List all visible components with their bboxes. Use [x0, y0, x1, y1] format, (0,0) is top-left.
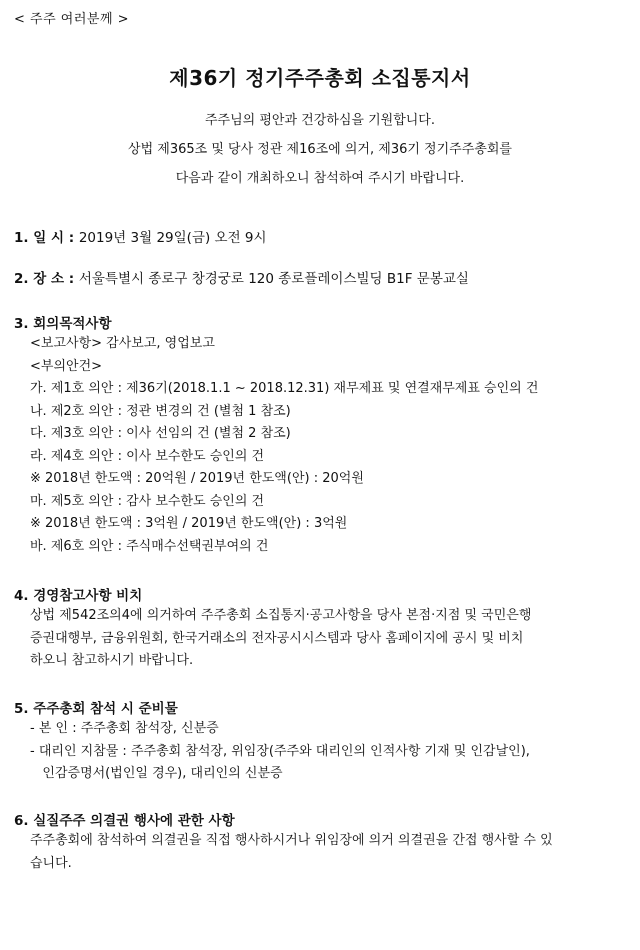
meeting-datetime: 2019년 3월 29일(금) 오전 9시	[78, 230, 267, 246]
paragraph-line: 증권대행부, 금융위원회, 한국거래소의 전자공시시스템과 당사 홈페이지에 공시 및 비치	[30, 630, 524, 646]
section-number: 1.	[14, 230, 29, 246]
section-reference	[14, 584, 142, 604]
intro-line: 상법 제365조 및 당사 정관 제16조에 의거, 제36기 정기주주총회를	[128, 142, 512, 157]
section-number: 4.	[14, 588, 29, 604]
section-voting	[14, 809, 235, 829]
agenda-list	[30, 333, 538, 558]
section-requirements	[14, 697, 178, 717]
list-item: 라. 제4호 의안 : 이사 보수한도 승인의 건	[30, 448, 265, 464]
list-item: - 대리인 지참물 : 주주총회 참석장, 위임장(주주와 대리인의 인적사항 기재 및 인감날인),	[30, 743, 530, 759]
list-item: 바. 제6호 의안 : 주식매수선택권부여의 건	[30, 538, 269, 554]
section-label: 회의목적사항	[33, 316, 112, 332]
reference-paragraph	[30, 605, 630, 673]
section-label: 주주총회 참석 시 준비물	[33, 701, 178, 717]
section-datetime	[14, 226, 267, 246]
list-item: ※ 2018년 한도액 : 3억원 / 2019년 한도액(안) : 3억원	[30, 516, 348, 531]
list-item: 마. 제5호 의안 : 감사 보수한도 승인의 건	[30, 493, 265, 509]
section-number: 3.	[14, 316, 29, 332]
paragraph-line: 주주총회에 참석하여 의결권을 직접 행사하시거나 위임장에 의거 의결권을 간접 행사할 수 있	[30, 833, 553, 848]
meeting-location: 서울특별시 종로구 창경궁로 120 종로플레이스빌딩 B1F 문봉교실	[78, 271, 469, 287]
list-item: 다. 제3호 의안 : 이사 선임의 건 (별첨 2 참조)	[30, 426, 291, 441]
list-item: ※ 2018년 한도액 : 20억원 / 2019년 한도액(안) : 20억원	[30, 471, 364, 486]
section-location	[14, 267, 469, 287]
paragraph-line: 상법 제542조의4에 의거하여 주주총회 소집통지·공고사항을 당사 본점·지점 및 국민은행	[30, 608, 532, 623]
section-agenda	[14, 312, 111, 332]
section-label: 일 시 :	[33, 230, 75, 246]
intro-text	[0, 106, 640, 193]
section-label: 장 소 :	[33, 271, 75, 287]
page-title: 제36기 정기주주총회 소집통지서	[169, 66, 471, 90]
section-label: 경영참고사항 비치	[33, 588, 143, 604]
list-item: 인감증명서(법인일 경우), 대리인의 신분증	[30, 766, 283, 781]
requirements-list	[30, 718, 530, 786]
list-item: <부의안건>	[30, 358, 103, 374]
list-item: <보고사항> 감사보고, 영업보고	[30, 336, 215, 351]
list-item: 나. 제2호 의안 : 정관 변경의 건 (별첨 1 참조)	[30, 403, 291, 419]
intro-line: 주주님의 평안과 건강하심을 기원합니다.	[204, 113, 435, 128]
section-number: 5.	[14, 701, 29, 717]
section-label: 실질주주 의결권 행사에 관한 사항	[33, 813, 235, 829]
paragraph-line: 하오니 참고하시기 바랍니다.	[30, 653, 194, 668]
section-number: 6.	[14, 813, 29, 829]
greeting: < 주주 여러분께 >	[14, 12, 130, 27]
voting-paragraph	[30, 830, 630, 875]
paragraph-line: 습니다.	[30, 855, 72, 871]
list-item: - 본 인 : 주주총회 참석장, 신분증	[30, 721, 219, 736]
intro-line: 다음과 같이 개최하오니 참석하여 주시기 바랍니다.	[175, 171, 465, 186]
list-item: 가. 제1호 의안 : 제36기(2018.1.1 ~ 2018.12.31) 재무제표 및 연결재무제표 승인의 건	[30, 381, 539, 396]
section-number: 2.	[14, 271, 29, 287]
